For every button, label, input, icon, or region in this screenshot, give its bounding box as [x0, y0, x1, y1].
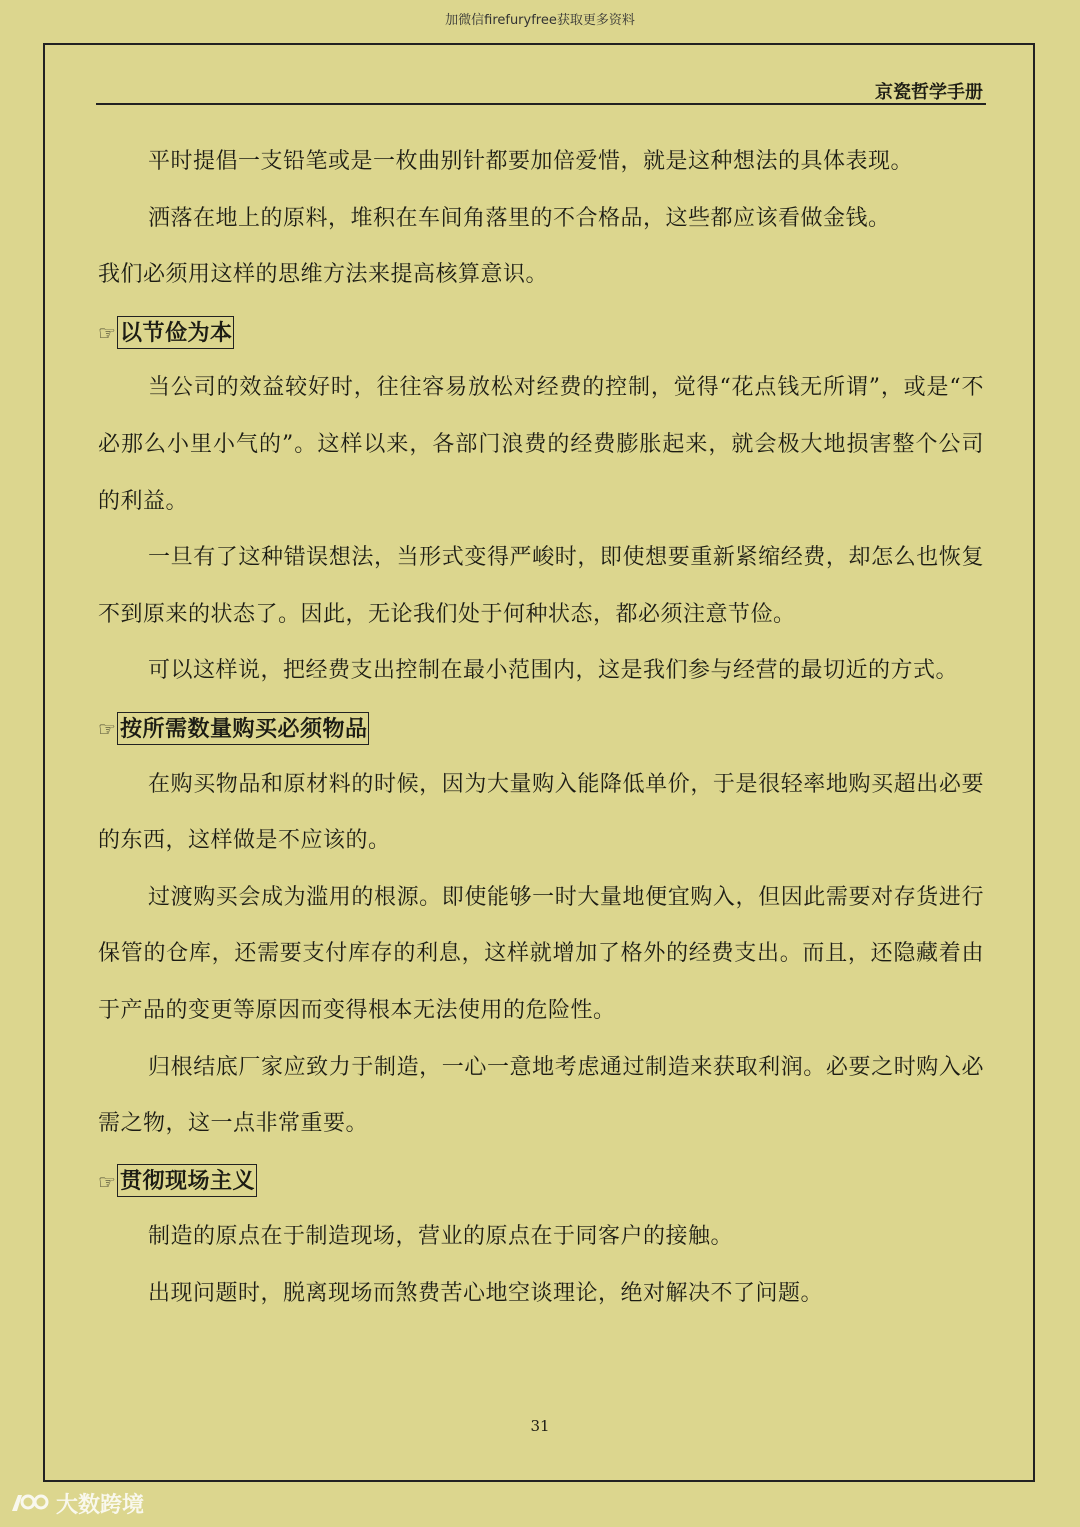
paragraph: 出现问题时，脱离现场而煞费苦心地空谈理论，绝对解决不了问题。	[148, 1280, 824, 1306]
page-content	[98, 134, 984, 1322]
section-heading-label: 按所需数量购买必须物品	[117, 712, 370, 745]
pointing-hand-icon: ☞	[98, 1169, 116, 1194]
paragraph: 我们必须用这样的思维方法来提高核算意识。	[98, 262, 549, 288]
page-number: 31	[530, 1417, 550, 1435]
paragraph: 在购买物品和原材料的时候，因为大量购入能降低单价，于是很轻率地购买超出必要的东西，这样做是不应该的。	[98, 771, 984, 854]
top-note: 加微信firefuryfree获取更多资料	[445, 13, 635, 28]
section-heading-label: 以节俭为本	[117, 316, 235, 349]
watermark	[8, 1488, 144, 1519]
paragraph: 制造的原点在于制造现场，营业的原点在于同客户的接触。	[148, 1224, 734, 1250]
section-heading-label: 贯彻现场主义	[117, 1164, 257, 1197]
paragraph: 可以这样说，把经费支出控制在最小范围内，这是我们参与经营的最切近的方式。	[148, 658, 959, 684]
header-divider	[96, 103, 986, 105]
paragraph: 当公司的效益较好时，往往容易放松对经费的控制，觉得“花点钱无所谓”，或是“不必那么小里小气的”。这样以来，各部门浪费的经费膨胀起来，就会极大地损害整个公司的利益。	[98, 375, 984, 514]
section-heading	[98, 304, 984, 361]
brand-logo-icon	[8, 1491, 52, 1517]
section-heading	[98, 700, 984, 757]
paragraph: 归根结底厂家应致力于制造，一心一意地考虑通过制造来获取利润。必要之时购入必需之物，这一点非常重要。	[98, 1054, 984, 1137]
pointing-hand-icon: ☞	[98, 717, 116, 742]
paragraph: 洒落在地上的原料，堆积在车间角落里的不合格品，这些都应该看做金钱。	[148, 205, 891, 231]
pointing-hand-icon: ☞	[98, 321, 116, 346]
header-title: 京瓷哲学手册	[875, 82, 983, 103]
watermark-text: 大数跨境	[56, 1493, 145, 1518]
section-heading	[98, 1153, 984, 1210]
paragraph: 过渡购买会成为滥用的根源。即使能够一时大量地便宜购入，但因此需要对存货进行保管的仓库，还需要支付库存的利息，这样就增加了格外的经费支出。而且，还隐藏着由于产品的变更等原因而变得根本无法使用的危险性。	[98, 884, 984, 1023]
paragraph: 平时提倡一支铅笔或是一枚曲别针都要加倍爱惜，就是这种想法的具体表现。	[148, 149, 914, 174]
paragraph: 一旦有了这种错误想法，当形式变得严峻时，即使想要重新紧缩经费，却怎么也恢复不到原来的状态了。因此，无论我们处于何种状态，都必须注意节俭。	[98, 545, 984, 627]
